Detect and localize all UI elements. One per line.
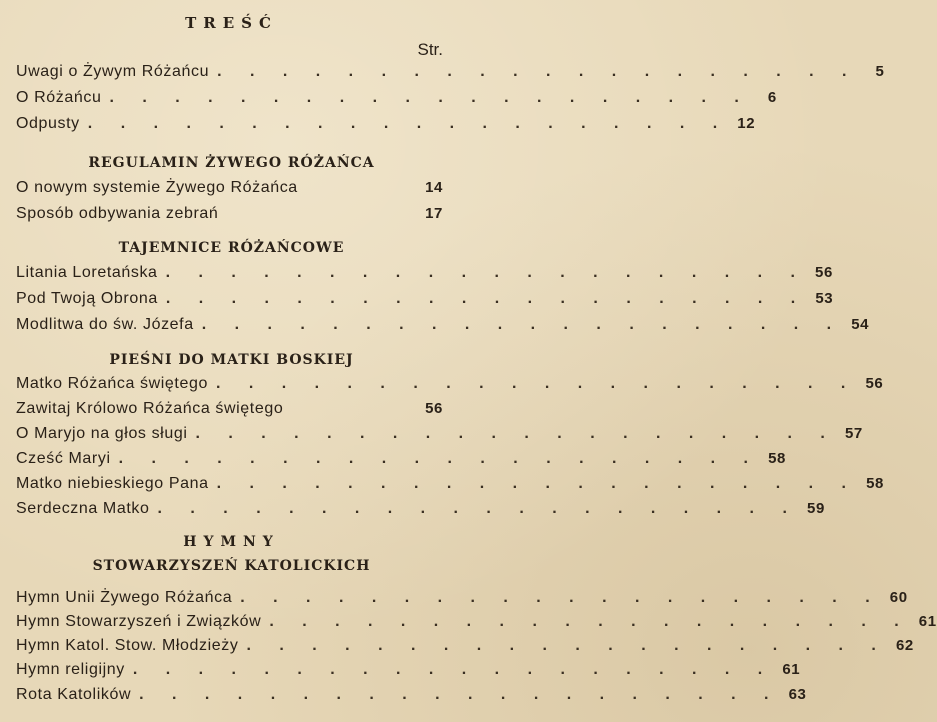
section-heading: PIEŚNI DO MATKI BOSKIEJ xyxy=(109,352,354,368)
toc-entry-page: 53 xyxy=(815,290,834,307)
leader-dots: . . . . . . . . . . . . . . . . . . . . xyxy=(87,115,730,132)
toc-entry-page: 61 xyxy=(918,613,937,630)
toc-entry-label: Matko niebieskiego Pana xyxy=(16,475,209,492)
toc-entry-page: 5 xyxy=(875,63,885,80)
toc-entry xyxy=(16,89,777,111)
toc-entry-label: O nowym systemie Żywego Różańca xyxy=(16,179,298,196)
toc-entry-page: 56 xyxy=(425,400,443,417)
toc-entry-label: Zawitaj Królowo Różańca świętego xyxy=(16,400,284,417)
toc-entry-label: Litania Loretańska xyxy=(16,264,158,281)
toc-entry-page: 59 xyxy=(807,500,825,517)
toc-entry xyxy=(16,500,825,522)
leader-dots: . . . . . . . . . . . . . . . . . . . . xyxy=(240,589,882,606)
toc-entry xyxy=(16,613,937,635)
leader-dots: . . . . . . . . . . . . . . . . . . . . xyxy=(165,264,807,281)
toc-entry-page: 56 xyxy=(865,375,884,392)
toc-entry xyxy=(16,205,443,227)
toc-entry-page: 60 xyxy=(889,589,908,606)
toc-entry xyxy=(16,179,443,201)
leader-dots: . . . . . . . . . . . . . . . . . . . . xyxy=(139,686,781,703)
toc-entry xyxy=(16,589,908,611)
toc-entry xyxy=(16,375,884,397)
toc-entry-page: 58 xyxy=(768,450,786,467)
toc-entry-label: Matko Różańca świętego xyxy=(16,375,208,392)
toc-entry xyxy=(16,450,786,472)
leader-dots: . . . . . . . . . . . . . . . . . . . . xyxy=(109,89,751,106)
leader-dots: . . . . . . . . . . . . . . . . . . . . xyxy=(216,475,858,492)
leader-dots: . . . . . . . . . . . . . . . . . . . . xyxy=(165,290,808,307)
toc-entry-label: Cześć Maryi xyxy=(16,450,111,467)
page-title: TREŚĆ xyxy=(185,14,278,32)
toc-entry-label: Hymn Stowarzyszeń i Związków xyxy=(16,613,262,630)
toc-entry-page: 56 xyxy=(815,264,833,281)
toc-entry-page: 54 xyxy=(851,316,870,333)
toc-entry-label: Hymn Katol. Stow. Młodzieży xyxy=(16,637,239,654)
leader-dots: . . . . . . . . . . . . . . . . . . . . xyxy=(195,425,837,442)
toc-entry-label: Sposób odbywania zebrań xyxy=(16,205,219,222)
toc-entry-page: 6 xyxy=(767,89,777,106)
leader-dots: . . . . . . . . . . . . . . . . . . . . xyxy=(269,613,911,630)
toc-entry-page: 17 xyxy=(425,205,443,222)
toc-entry xyxy=(16,115,756,137)
toc-entry xyxy=(16,290,834,312)
leader-dots: . . . . . . . . . . . . . . . . . . . . xyxy=(201,316,844,333)
toc-entry-page: 58 xyxy=(866,475,884,492)
toc-entry xyxy=(16,686,807,708)
toc-entry xyxy=(16,400,443,422)
toc-entry-label: Hymn Unii Żywego Różańca xyxy=(16,589,233,606)
leader-dots: . . . . . . . . . . . . . . . . . . . . xyxy=(157,500,799,517)
toc-entry xyxy=(16,637,914,659)
toc-entry-page: 61 xyxy=(782,661,801,678)
leader-dots: . . . . . . . . . . . . . . . . . . . . xyxy=(246,637,888,654)
section-heading-line1: HYMNY xyxy=(183,534,280,550)
leader-dots: . . . . . . . . . . . . . . . . . . . . xyxy=(215,375,858,392)
toc-entry xyxy=(16,425,863,447)
toc-entry xyxy=(16,316,870,338)
leader-dots: . . . . . . . . . . . . . . . . . . . . xyxy=(217,63,859,80)
toc-entry-label: Hymn religijny xyxy=(16,661,125,678)
section-heading: TAJEMNICE RÓŻAŃCOWE xyxy=(118,240,345,256)
page-column-label: Str. xyxy=(417,40,443,59)
toc-entry-label: O Różańcu xyxy=(16,89,102,106)
toc-entry-label: Modlitwa do św. Józefa xyxy=(16,316,194,333)
toc-entry-label: O Maryjo na głos sługi xyxy=(16,425,188,442)
toc-entry-page: 57 xyxy=(844,425,863,442)
toc-entry-label: Serdeczna Matko xyxy=(16,500,150,517)
leader-dots: . . . . . . . . . . . . . . . . . . . . xyxy=(118,450,760,467)
toc-entry xyxy=(16,475,884,497)
toc-entry xyxy=(16,63,885,85)
toc-entry-page: 63 xyxy=(788,686,807,703)
toc-entry-page: 14 xyxy=(425,179,443,196)
toc-entry xyxy=(16,264,833,286)
toc-entry-label: Pod Twoją Obrona xyxy=(16,290,158,307)
toc-entry-page: 12 xyxy=(737,115,756,132)
toc-entry-page: 62 xyxy=(895,637,914,654)
toc-entry-label: Rota Katolików xyxy=(16,686,132,703)
toc-entry-label: Uwagi o Żywym Różańcu xyxy=(16,63,210,80)
toc-entry xyxy=(16,661,801,683)
toc-entry-label: Odpusty xyxy=(16,115,80,132)
section-heading: REGULAMIN ŻYWEGO RÓŻAŃCA xyxy=(88,155,375,171)
section-heading: STOWARZYSZEŃ KATOLICKICH xyxy=(92,558,371,574)
leader-dots: . . . . . . . . . . . . . . . . . . . . xyxy=(132,661,775,678)
